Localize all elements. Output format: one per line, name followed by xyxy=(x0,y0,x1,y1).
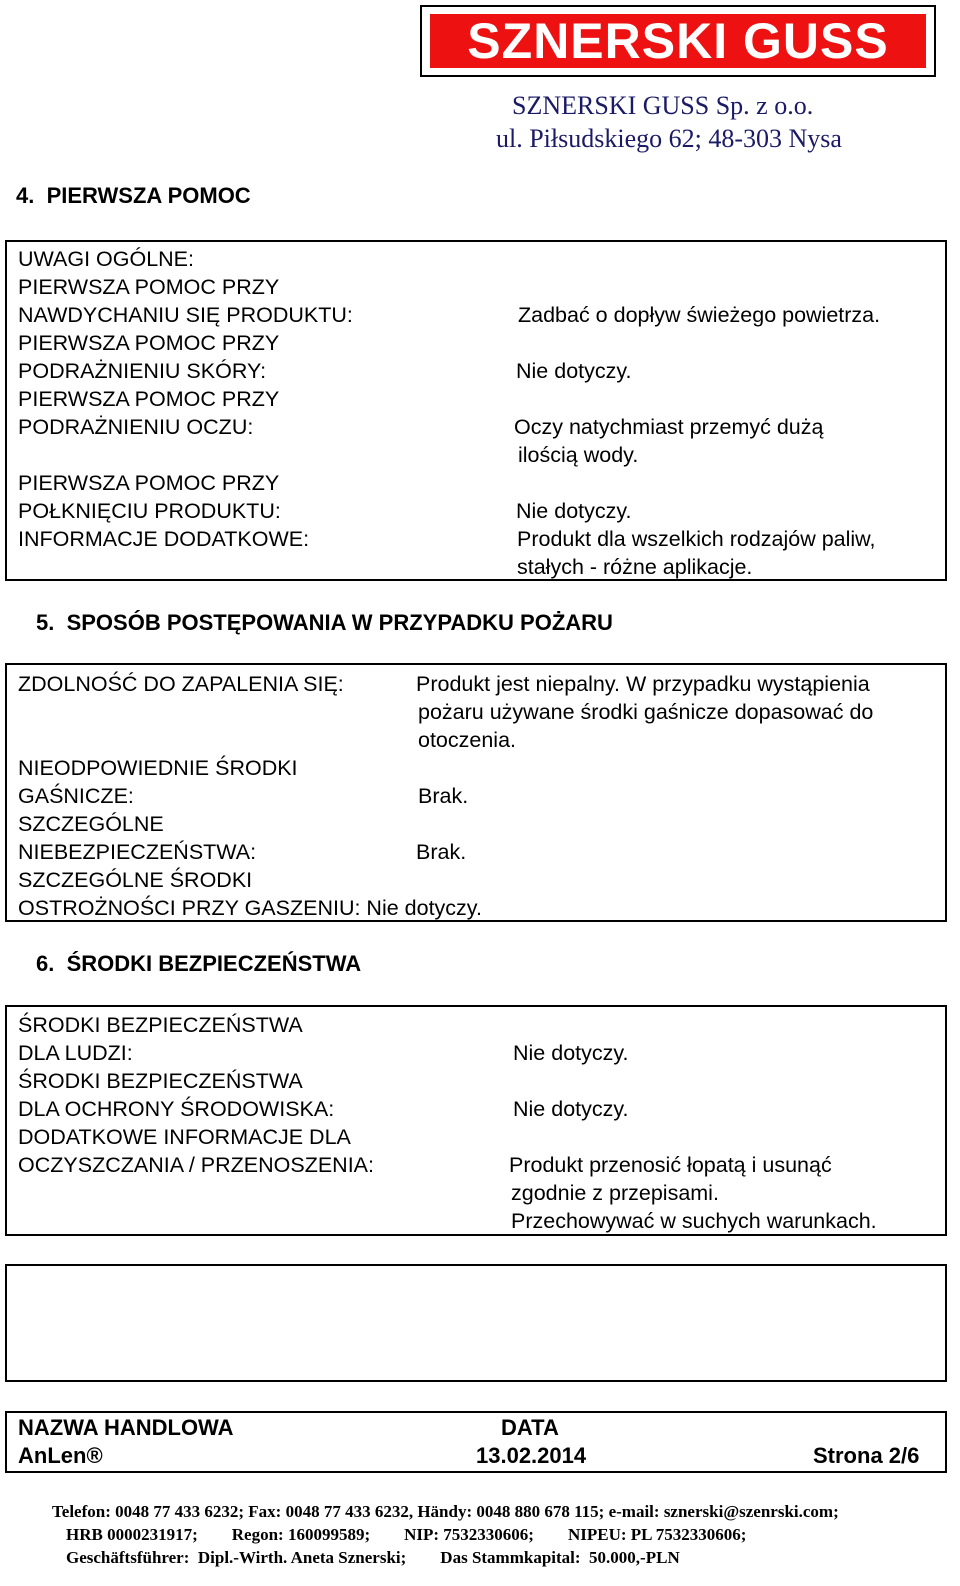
company-logo xyxy=(420,5,936,77)
special-hazards-label: NIEBEZPIECZEŃSTWA: xyxy=(18,840,257,864)
flammability-value: Produkt jest niepalny. W przypadku wystąpienia xyxy=(416,672,870,696)
safety-value: Nie dotyczy. xyxy=(513,1097,629,1121)
safety-label: ŚRODKI BEZPIECZEŃSTWA xyxy=(18,1069,303,1093)
management-line: Geschäftsführer: Dipl.-Wirth. Aneta Sznerski; Das Stammkapital: 50.000,-PLN xyxy=(66,1548,680,1567)
safety-value: zgodnie z przepisami. xyxy=(511,1181,719,1205)
precautions-label: SZCZEGÓLNE ŚRODKI xyxy=(18,868,253,892)
first-aid-value: Zadbać o dopływ świeżego powietrza. xyxy=(518,303,881,327)
first-aid-value: ilością wody. xyxy=(518,443,639,467)
safety-value: Produkt przenosić łopatą i usunąć xyxy=(509,1153,832,1177)
first-aid-value: Nie dotyczy. xyxy=(516,499,632,523)
safety-value: Przechowywać w suchych warunkach. xyxy=(511,1209,877,1233)
first-aid-value: Nie dotyczy. xyxy=(516,359,632,383)
logo-text: SZNERSKI GUSS xyxy=(467,13,889,69)
section-6-box xyxy=(5,1005,947,1236)
safety-label: OCZYSZCZANIA / PRZENOSZENIA: xyxy=(18,1153,374,1177)
logo-banner xyxy=(430,14,926,68)
safety-value: Nie dotyczy. xyxy=(513,1041,629,1065)
first-aid-label: PODRAŻNIENIU OCZU: xyxy=(18,415,254,439)
section-5-box xyxy=(5,663,947,922)
safety-label: ŚRODKI BEZPIECZEŃSTWA xyxy=(18,1013,303,1037)
first-aid-label: PIERWSZA POMOC PRZY xyxy=(18,387,280,411)
first-aid-label: UWAGI OGÓLNE: xyxy=(18,247,194,271)
unsuitable-media-label: NIEODPOWIEDNIE ŚRODKI xyxy=(18,756,298,780)
first-aid-value: Oczy natychmiast przemyć dużą xyxy=(514,415,824,439)
company-address: ul. Piłsudskiego 62; 48-303 Nysa xyxy=(496,124,842,153)
empty-box xyxy=(5,1264,947,1382)
date-label: DATA xyxy=(501,1415,559,1440)
first-aid-label: PODRAŻNIENIU SKÓRY: xyxy=(18,359,267,383)
safety-label: DODATKOWE INFORMACJE DLA xyxy=(18,1125,351,1149)
safety-label: DLA OCHRONY ŚRODOWISKA: xyxy=(18,1097,335,1121)
registration-line: HRB 0000231917; Regon: 160099589; NIP: 7532330606; NIPEU: PL 7532330606; xyxy=(66,1525,747,1544)
first-aid-label: INFORMACJE DODATKOWE: xyxy=(18,527,310,551)
trade-name: AnLen® xyxy=(18,1443,103,1468)
flammability-value: pożaru używane środki gaśnicze dopasować do xyxy=(418,700,874,724)
first-aid-label: POŁKNIĘCIU PRODUKTU: xyxy=(18,499,281,523)
first-aid-label: PIERWSZA POMOC PRZY xyxy=(18,275,280,299)
first-aid-label: PIERWSZA POMOC PRZY xyxy=(18,471,280,495)
safety-label: DLA LUDZI: xyxy=(18,1041,133,1065)
special-hazards-label: SZCZEGÓLNE xyxy=(18,812,164,836)
page-number: Strona 2/6 xyxy=(813,1443,920,1468)
section-5-title: 5. SPOSÓB POSTĘPOWANIA W PRZYPADKU POŻARU xyxy=(36,610,613,635)
contact-line: Telefon: 0048 77 433 6232; Fax: 0048 77 433 6232, Händy: 0048 880 678 115; e-mail: sznerski@szenrski.com; xyxy=(52,1502,839,1521)
document-date: 13.02.2014 xyxy=(476,1443,587,1468)
flammability-label: ZDOLNOŚĆ DO ZAPALENIA SIĘ: xyxy=(18,672,344,696)
unsuitable-media-value: Brak. xyxy=(418,784,469,808)
first-aid-label: NAWDYCHANIU SIĘ PRODUKTU: xyxy=(18,303,353,327)
first-aid-value: stałych - różne aplikacje. xyxy=(517,555,753,579)
first-aid-value: Produkt dla wszelkich rodzajów paliw, xyxy=(517,527,876,551)
footer-box xyxy=(5,1411,947,1473)
company-name: SZNERSKI GUSS Sp. z o.o. xyxy=(512,91,814,120)
section-4-box xyxy=(5,240,947,581)
trade-name-label: NAZWA HANDLOWA xyxy=(18,1415,234,1440)
unsuitable-media-label: GAŚNICZE: xyxy=(18,784,134,808)
section-4-title: 4. PIERWSZA POMOC xyxy=(16,183,251,208)
flammability-value: otoczenia. xyxy=(418,728,517,752)
special-hazards-value: Brak. xyxy=(416,840,467,864)
section-6-title: 6. ŚRODKI BEZPIECZEŃSTWA xyxy=(36,951,362,976)
first-aid-label: PIERWSZA POMOC PRZY xyxy=(18,331,280,355)
precautions-label: OSTROŻNOŚCI PRZY GASZENIU: Nie dotyczy. xyxy=(18,896,482,920)
